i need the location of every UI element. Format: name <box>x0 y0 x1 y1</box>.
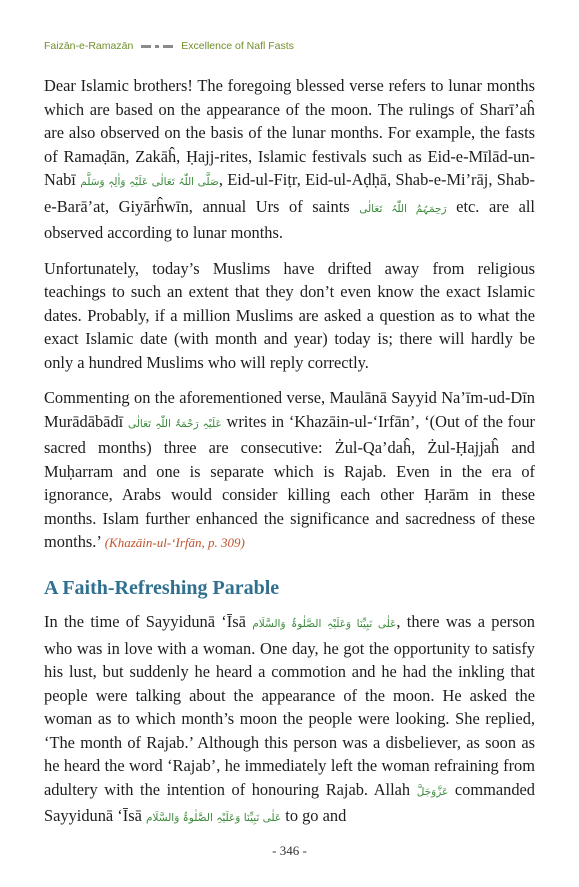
paragraph-3: Commenting on the aforementioned verse, Maulānā Sayyid Na’īm-ud-Dīn Murādābādī عَلَیْہِ رَحْمَۃُ اللّٰہِ تَعَالٰی writes in ‘Khazāin-ul-‘Irfān’, ‘(Out of the four sacred months) three are consecutive: Żul-Qa’daĥ, Żul-Ḥajjaĥ and Muḥarram and one is separate which is Rajab. Even in the era of ignorance, Arabs would consider killing each other Ḥarām in these months. Islam further enhanced the significance and sacredness of these months.’ (Khazāin-ul-‘Irfān, p. 309) <box>44 388 535 551</box>
running-header <box>44 40 539 52</box>
arabic-salutation: عَلٰی نَبِیِّنَا وَعَلَیْہِ الصَّلٰوۃُ وَالسَّلَام <box>145 812 282 824</box>
arabic-salutation: عَلٰی نَبِیِّنَا وَعَلَیْہِ الصَّلٰوۃُ وَالسَّلَام <box>252 618 397 630</box>
page-body <box>44 74 535 843</box>
arabic-invocation: عَزَّوَجَلَّ <box>416 785 449 798</box>
page-number: - 346 - <box>272 843 307 858</box>
arabic-invocation: عَلَیْہِ رَحْمَۃُ اللّٰہِ تَعَالٰی <box>127 417 222 430</box>
arabic-invocation: رَحِمَہُمُ اللّٰہُ تَعَالٰی <box>359 202 447 215</box>
paragraph-4: In the time of Sayyidunā ‘Īsā عَلٰی نَبِیِّنَا وَعَلَیْہِ الصَّلٰوۃُ وَالسَّلَام, there was a person who was in love with a woman. One day, he got the opportunity to satisfy his lust, but suddenly he heard a commotion and he had the inkling that people were talking about the appearance of the moon. He asked the woman as to which month’s moon the people were looking. She replied, ‘The month of Rajab.’ Although this person was a disbeliever, as soon as he heard the word ‘Rajab’, he immediately left the woman refraining from adultery with the intention of honouring Rajab. Allah عَزَّوَجَلَّ commanded Sayyidunā ‘Īsā عَلٰی نَبِیِّنَا وَعَلَیْہِ الصَّلٰوۃُ وَالسَّلَام to go and <box>44 612 536 825</box>
book-title: Faizān-e-Ramazān <box>44 40 134 52</box>
section-heading: A Faith-Refreshing Parable <box>44 576 280 599</box>
chapter-title: Excellence of Nafl Fasts <box>181 40 294 52</box>
reference-citation: (Khazāin-ul-‘Irfān, p. 309) <box>104 535 245 550</box>
arabic-salutation: صَلَّی اللّٰہُ تَعَالٰی عَلَیْہِ وَاٰلِہٖ وَسَلَّم <box>80 176 219 188</box>
paragraph-2: Unfortunately, today’s Muslims have drifted away from religious teachings to such an extent that they don’t even know the exact Islamic dates. Probably, if a million Muslims are asked a question as to what the exact Islamic date (with month and year) today is; there will hardly be only a hundred Muslims who will reply correctly. <box>44 258 535 372</box>
header-separator <box>141 45 173 48</box>
paragraph-1: Dear Islamic brothers! The foregoing blessed verse refers to lunar months which are based on the appearance of the moon. The rulings of Sharī’aĥ are also observed on the basis of the lunar months. For example, the fasts of Ramaḍān, Zakāĥ, Ḥajj-rites, Islamic festivals such as Eid-e-Mīlād-un-Nabī صَلَّی اللّٰہُ تَعَالٰی عَلَیْہِ وَاٰلِہٖ وَسَلَّم, Eid-ul-Fiṭr, Eid-ul-Aḍḥā, Shab-e-Mi’rāj, Shab-e-Barā’at, Giyārĥwīn, annual Urs of saints رَحِمَہُمُ اللّٰہُ تَعَالٰی etc. are all observed according to lunar months. <box>44 76 536 242</box>
